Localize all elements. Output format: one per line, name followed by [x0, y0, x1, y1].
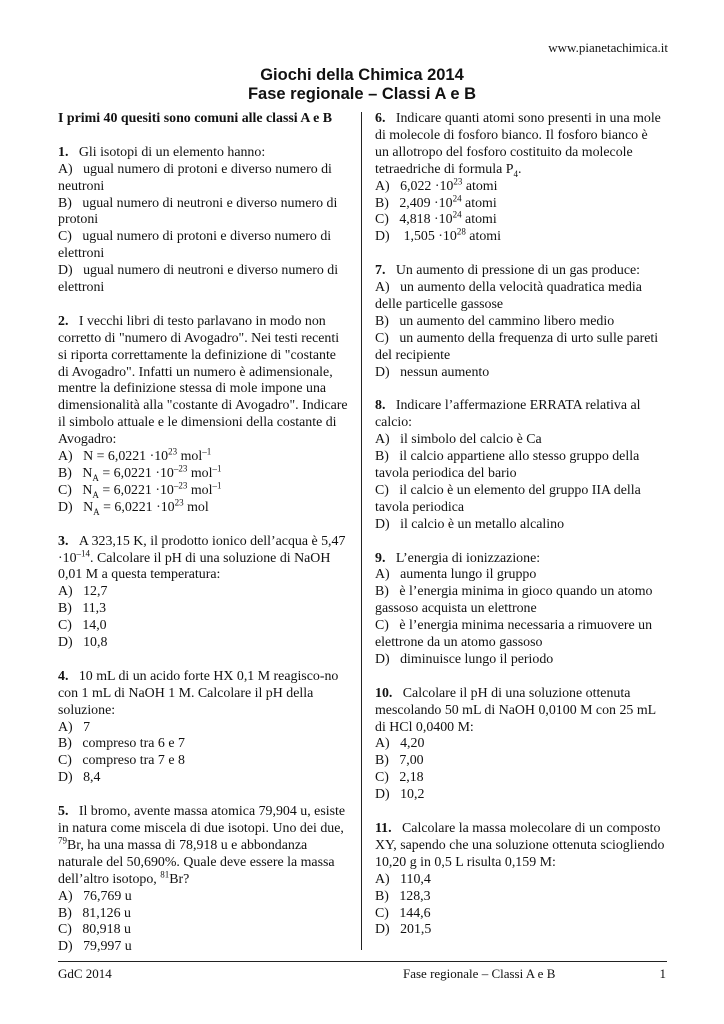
question-1	[58, 145, 350, 297]
option-a: A) 110,4	[375, 871, 431, 887]
question-number: 8.	[375, 398, 386, 414]
option-d: D) 8,4	[58, 770, 101, 786]
question-11	[375, 821, 665, 939]
option-d: D) 79,997 u	[58, 939, 132, 955]
option-d: D) ugual numero di neutroni e diverso numero di elettroni	[58, 263, 339, 296]
option-d: D) $N_A = 6,0221 \cdot 10^{23}$ mol	[58, 497, 209, 517]
option-b: B) $2,409 \cdot 10^{24}$ atomi	[375, 192, 497, 211]
option-a: A) 76,769 u	[58, 888, 132, 904]
option-c: C) 80,918 u	[58, 922, 131, 938]
question-text: L’energia di ionizzazione:	[395, 550, 541, 566]
option-c: C) 14,0	[58, 618, 107, 634]
question-number: 9.	[375, 550, 386, 566]
page-number: 1	[659, 966, 666, 981]
left-column	[58, 111, 350, 956]
option-b: B) è l’energia minima in gioco quando un atomo gassoso acquista un elettrone	[375, 584, 653, 617]
intro-text: I primi 40 quesiti sono comuni alle classi A e B	[58, 111, 332, 126]
question-2	[58, 314, 350, 517]
question-text: Indicare l’affermazione ERRATA relativa al calcio:	[375, 398, 641, 431]
option-b: B) un aumento del cammino libero medio	[375, 313, 615, 329]
question-text: I vecchi libri di testo parlavano in modo non corretto di "numero di Avogadro". Nei testi recenti si riporta correttamente la definizione di "costante di Avogadro". Infatti un numero è adimensionale, mentre la definizione stessa di mole impone una dimensionalità alla "costante di Avogadro". Indicare il simbolo attuale e le dimensioni della costante di Avogadro:	[58, 313, 348, 448]
title-line-1: Giochi della Chimica 2014	[260, 66, 464, 84]
question-number: 10.	[375, 685, 393, 701]
question-9	[375, 551, 665, 669]
option-b: B) ugual numero di neutroni e diverso numero di protoni	[58, 195, 338, 228]
question-8	[375, 398, 665, 533]
question-5: 5. Il bromo, avente massa atomica 79,904 u, esiste in natura come miscela di due isotopi. Uno dei due, $^{79}$Br, ha una massa di 78,918 u e abbondanza naturale del 50,690%. Quale deve essere la massa dell’altro isotopo, $^{81}$Br? A) 76,769 u B) 81,126 u C) 80,918 u D) 79,997 u	[58, 804, 350, 956]
question-text: Indicare quanti atomi sono presenti in una mole di molecole di fosforo bianco. Il fosforo bianco è un allotropo del fosforo costituito da molecole tetraedriche di formula P	[375, 111, 661, 177]
option-b: B) compreso tra 6 e 7	[58, 736, 185, 752]
option-c: C) un aumento della frequenza di urto sulle pareti del recipiente	[375, 330, 659, 363]
option-a: A) 7	[58, 719, 91, 735]
footer-left: GdC 2014	[58, 966, 112, 981]
option-c: C) è l’energia minima necessaria a rimuovere un elettrone da un atomo gassoso	[375, 618, 653, 651]
option-d: D) 10,8	[58, 635, 108, 651]
footer-center: Fase regionale – Classi A e B	[403, 966, 556, 981]
page-title	[0, 66, 724, 104]
question-text: A 323,15 K, il prodotto ionico dell’acqua è 5,47 ·10	[58, 533, 346, 566]
question-text: Un aumento di pressione di un gas produce:	[395, 263, 641, 279]
option-a: A) 4,20	[375, 736, 425, 752]
question-text: 10 mL di un acido forte HX 0,1 M reagisco-no con 1 mL di NaOH 1 M. Calcolare il pH della soluzione:	[58, 668, 339, 718]
option-d: D) 10,2	[375, 787, 425, 803]
title-line-2: Fase regionale – Classi A e B	[247, 85, 477, 103]
option-b: B) $N_A = 6,0221 \cdot 10^{-23}$ mol$^{-1}$	[58, 463, 222, 483]
question-number: 5.	[58, 804, 69, 820]
option-c: C) $N_A = 6,0221 \cdot 10^{-23}$ mol$^{-1}$	[58, 480, 222, 500]
right-column	[375, 111, 665, 939]
option-d: D) $1,505 \cdot 10^{28}$ atomi	[375, 226, 501, 245]
option-a: A) un aumento della velocità quadratica media delle particelle gassose	[375, 280, 642, 312]
site-url[interactable]: www.pianetachimica.it	[548, 40, 668, 55]
option-d: D) nessun aumento	[375, 364, 490, 380]
option-d: D) 201,5	[375, 922, 432, 938]
question-text: Il bromo, avente massa atomica 79,904 u, esiste in natura come miscela di due isotopi. Uno dei due,	[58, 804, 346, 836]
question-10	[375, 686, 665, 804]
question-6: 6. Indicare quanti atomi sono presenti in una mole di molecole di fosforo bianco. Il fosforo bianco è un allotropo del fosforo costituito da molecole tetraedriche di formula $P_4$. A) $6,022 \cdot 10^{23}$ atomi B) $2,409 \cdot 10^{24}$ atomi C) $4,818 \cdot 10^{24}$ atomi D) $1,505 \cdot 10^{28}$ atomi	[375, 111, 665, 246]
option-d: D) il calcio è un metallo alcalino	[375, 516, 565, 532]
option-a: A) $N = 6,0221 \cdot 10^{23}$ mol$^{-1}$	[58, 446, 212, 465]
question-number: 4.	[58, 668, 69, 684]
question-3: 3. A 323,15 K, il prodotto ionico dell’acqua è $5,47 \cdot 10^{-14}$. Calcolare il pH di una soluzione di NaOH 0,01 M a questa temperatura: A) 12,7 B) 11,3 C) 14,0 D) 10,8	[58, 534, 350, 652]
footer-divider	[58, 961, 667, 962]
option-c: C) $4,818 \cdot 10^{24}$ atomi	[375, 209, 497, 228]
question-text: Gli isotopi di un elemento hanno:	[78, 144, 266, 160]
question-number: 3.	[58, 533, 69, 549]
question-number: 1.	[58, 144, 69, 160]
option-a: A) ugual numero di protoni e diverso numero di neutroni	[58, 161, 332, 194]
column-divider	[361, 112, 362, 950]
option-a: A) il simbolo del calcio è Ca	[375, 432, 542, 448]
option-b: B) 7,00	[375, 753, 424, 769]
option-c: C) compreso tra 7 e 8	[58, 753, 185, 769]
option-a: A) 12,7	[58, 584, 108, 600]
option-a: A) $6,022 \cdot 10^{23}$ atomi	[375, 176, 498, 194]
option-c: C) ugual numero di protoni e diverso numero di elettroni	[58, 229, 332, 262]
option-a: A) aumenta lungo il gruppo	[375, 567, 537, 583]
question-4	[58, 669, 350, 787]
option-d: D) diminuisce lungo il periodo	[375, 651, 554, 667]
question-7	[375, 263, 665, 381]
option-b: B) il calcio appartiene allo stesso gruppo della tavola periodica del bario	[375, 449, 640, 481]
option-c: C) 2,18	[375, 770, 424, 786]
question-text: Calcolare la massa molecolare di un composto XY, sapendo che una soluzione ottenuta sciogliendo 10,20 g in 0,5 L risulta 0,159 M:	[375, 820, 665, 870]
option-b: B) 11,3	[58, 601, 107, 617]
option-b: B) 128,3	[375, 888, 431, 904]
question-number: 11.	[375, 820, 392, 836]
question-number: 2.	[58, 313, 69, 329]
question-text: Calcolare il pH di una soluzione ottenuta mescolando 50 mL di NaOH 0,0100 M con 25 mL di HCl 0,0400 M:	[375, 685, 656, 735]
option-c: C) il calcio è un elemento del gruppo IIA della tavola periodica	[375, 482, 641, 515]
option-c: C) 144,6	[375, 905, 431, 921]
question-number: 7.	[375, 263, 386, 279]
question-number: 6.	[375, 111, 386, 126]
option-b: B) 81,126 u	[58, 905, 131, 921]
